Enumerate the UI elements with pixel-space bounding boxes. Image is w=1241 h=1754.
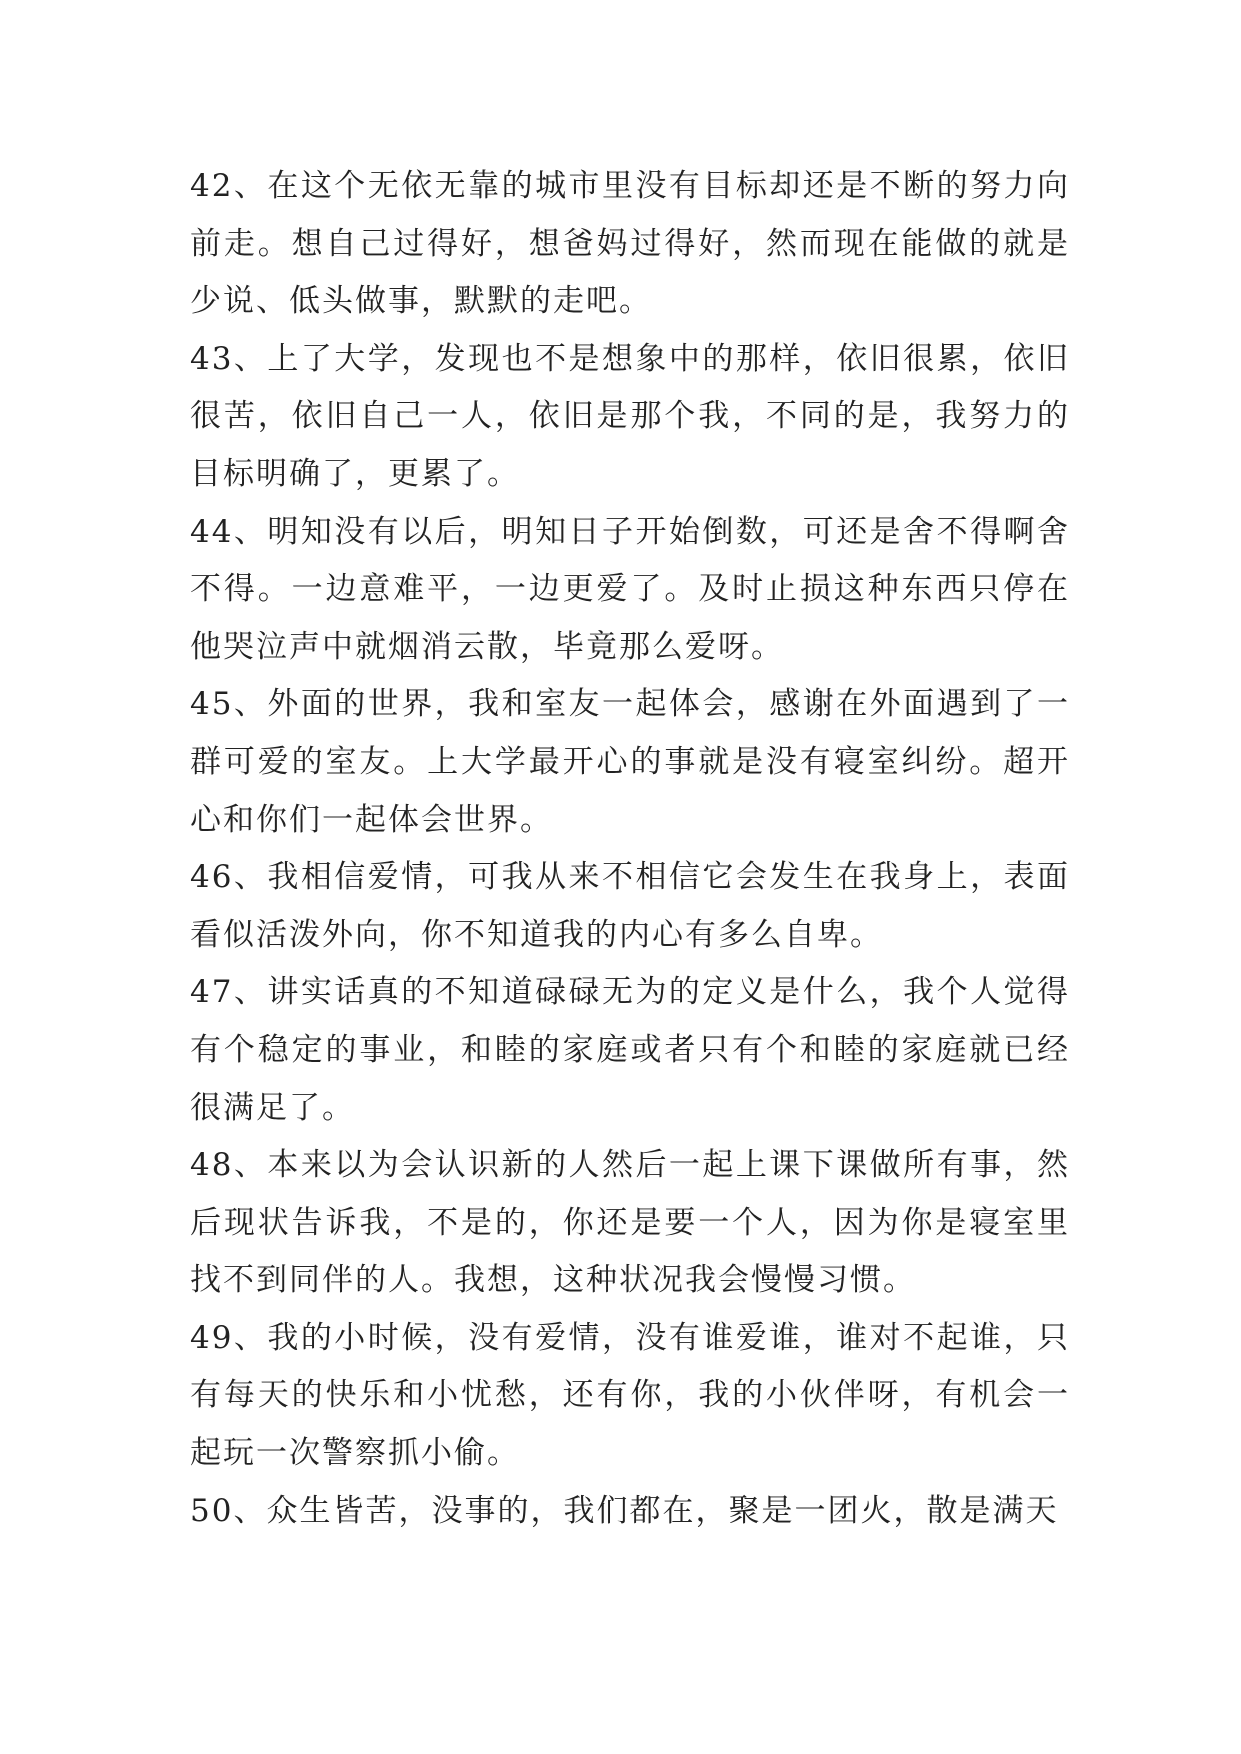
entry-48: 48、本来以为会认识新的人然后一起上课下课做所有事，然后现状告诉我，不是的，你还是要一个人，因为你是寝室里找不到同伴的人。我想，这种状况我会慢慢习惯。 [190,1147,1070,1299]
document-body [190,158,1070,1540]
entry-50: 50、众生皆苦，没事的，我们都在，聚是一团火，散是满天 [190,1492,1059,1529]
entry-44: 44、明知没有以后，明知日子开始倒数，可还是舍不得啊舍不得。一边意难平，一边更爱了。及时止损这种东西只停在他哭泣声中就烟消云散，毕竟那么爱呀。 [190,513,1070,665]
entry-46: 46、我相信爱情，可我从来不相信它会发生在我身上，表面看似活泼外向，你不知道我的内心有多么自卑。 [190,859,1070,953]
entry-45: 45、外面的世界，我和室友一起体会，感谢在外面遇到了一群可爱的室友。上大学最开心的事就是没有寝室纠纷。超开心和你们一起体会世界。 [190,686,1070,838]
entry-42: 42、在这个无依无靠的城市里没有目标却还是不断的努力向前走。想自己过得好，想爸妈过得好，然而现在能做的就是少说、低头做事，默默的走吧。 [190,168,1070,320]
entry-47: 47、讲实话真的不知道碌碌无为的定义是什么，我个人觉得有个稳定的事业，和睦的家庭或者只有个和睦的家庭就已经很满足了。 [190,974,1070,1126]
entry-43: 43、上了大学，发现也不是想象中的那样，依旧很累，依旧很苦，依旧自己一人，依旧是那个我，不同的是，我努力的目标明确了，更累了。 [190,340,1070,492]
entry-49: 49、我的小时候，没有爱情，没有谁爱谁，谁对不起谁，只有每天的快乐和小忧愁，还有你，我的小伙伴呀，有机会一起玩一次警察抓小偷。 [190,1319,1070,1472]
